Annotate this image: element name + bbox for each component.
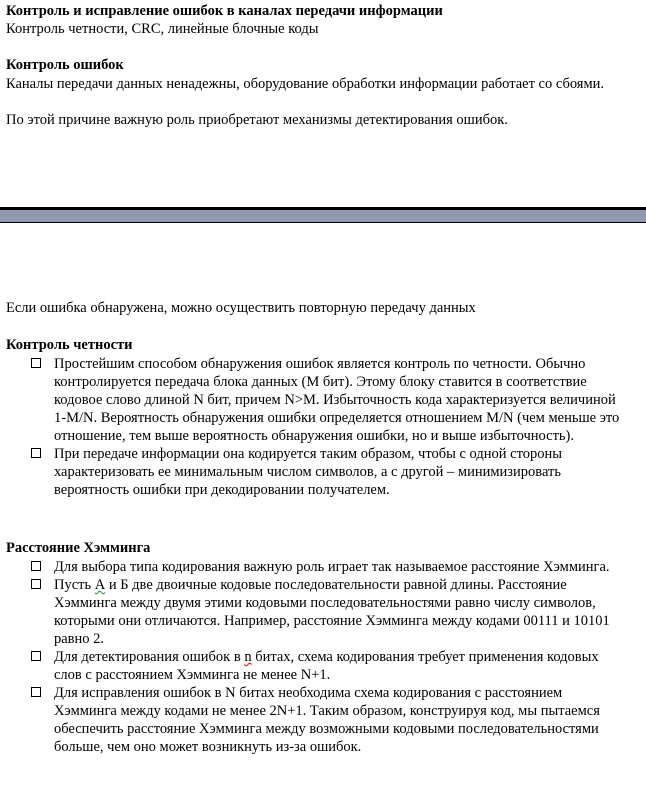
paragraph-detection-mechanisms: По этой причине важную роль приобретают механизмы детектирования ошибок. xyxy=(6,112,508,128)
parity-list xyxy=(6,355,628,499)
list-item xyxy=(6,558,628,576)
spellcheck-marked-word: n xyxy=(244,649,252,665)
list-item-text: Для детектирования ошибок в xyxy=(54,649,245,665)
spellcheck-marked-word: А xyxy=(94,577,106,593)
square-bullet-icon xyxy=(31,358,41,368)
paragraph-retransmission: Если ошибка обнаружена, можно осуществить повторную передачу данных xyxy=(6,300,476,316)
square-bullet-icon xyxy=(31,651,41,661)
document-subtitle: Контроль четности, CRC, линейные блочные коды xyxy=(6,21,319,37)
section-heading-parity: Контроль четности xyxy=(6,337,133,353)
list-item xyxy=(6,648,628,684)
list-item xyxy=(6,355,628,445)
section-heading-hamming: Расстояние Хэмминга xyxy=(6,540,151,556)
hamming-list xyxy=(6,558,628,756)
list-item-text: Простейшим способом обнаружения ошибок является контроль по четности. Обычно контролируется передача блока данных (M бит). Этому блоку ставится в соответствие кодовое слово длиной N бит, причем N>M. Избыточность кода характеризуется величиной 1-M/N. Вероятность обнаружения ошибки определяется отношением M/N (чем меньше это отношение, тем выше вероятность обнаружения ошибки, но и выше избыточность). xyxy=(54,356,620,444)
document-title: Контроль и исправление ошибок в каналах передачи информации xyxy=(6,3,443,19)
paragraph-unreliable-channels: Каналы передачи данных ненадежны, оборудование обработки информации работает со сбоями. xyxy=(6,76,605,92)
list-item xyxy=(6,576,628,648)
list-item xyxy=(6,445,628,499)
square-bullet-icon xyxy=(31,687,41,697)
list-item-text: При передаче информации она кодируется таким образом, чтобы с одной стороны характеризовать ее минимальным числом символов, а с другой – минимизировать вероятность ошибки при декодировании получателем. xyxy=(54,446,562,498)
list-item-text: Для исправления ошибок в N битах необходима схема кодирования с расстоянием Хэмминга между кодами не менее 2N+1. Таким образом, конструируя код, мы пытаемся обеспечить расстояние Хэмминга между возможными кодовыми последовательностями больше, чем оно может возникнуть из-за ошибок. xyxy=(54,685,600,755)
list-item-text: Для выбора типа кодирования важную роль играет так называемое расстояние Хэмминга. xyxy=(54,559,610,575)
list-item-text: и Б две двоичные кодовые последовательности равной длины. Расстояние Хэмминга между двумя этими кодовыми последовательностями равно числу символов, которыми они отличаются. Например, расстояние Хэмминга между кодами 00111 и 10101 равно 2. xyxy=(54,577,610,647)
list-item-text: битах, схема кодирования требует применения кодовых слов с расстоянием Хэмминга не менее N+1. xyxy=(54,649,599,683)
square-bullet-icon xyxy=(31,448,41,458)
square-bullet-icon xyxy=(31,579,41,589)
list-item-text: Пусть xyxy=(54,577,95,593)
section-heading-error-control: Контроль ошибок xyxy=(6,57,124,73)
square-bullet-icon xyxy=(31,561,41,571)
list-item xyxy=(6,684,628,756)
slide-divider xyxy=(0,207,646,223)
